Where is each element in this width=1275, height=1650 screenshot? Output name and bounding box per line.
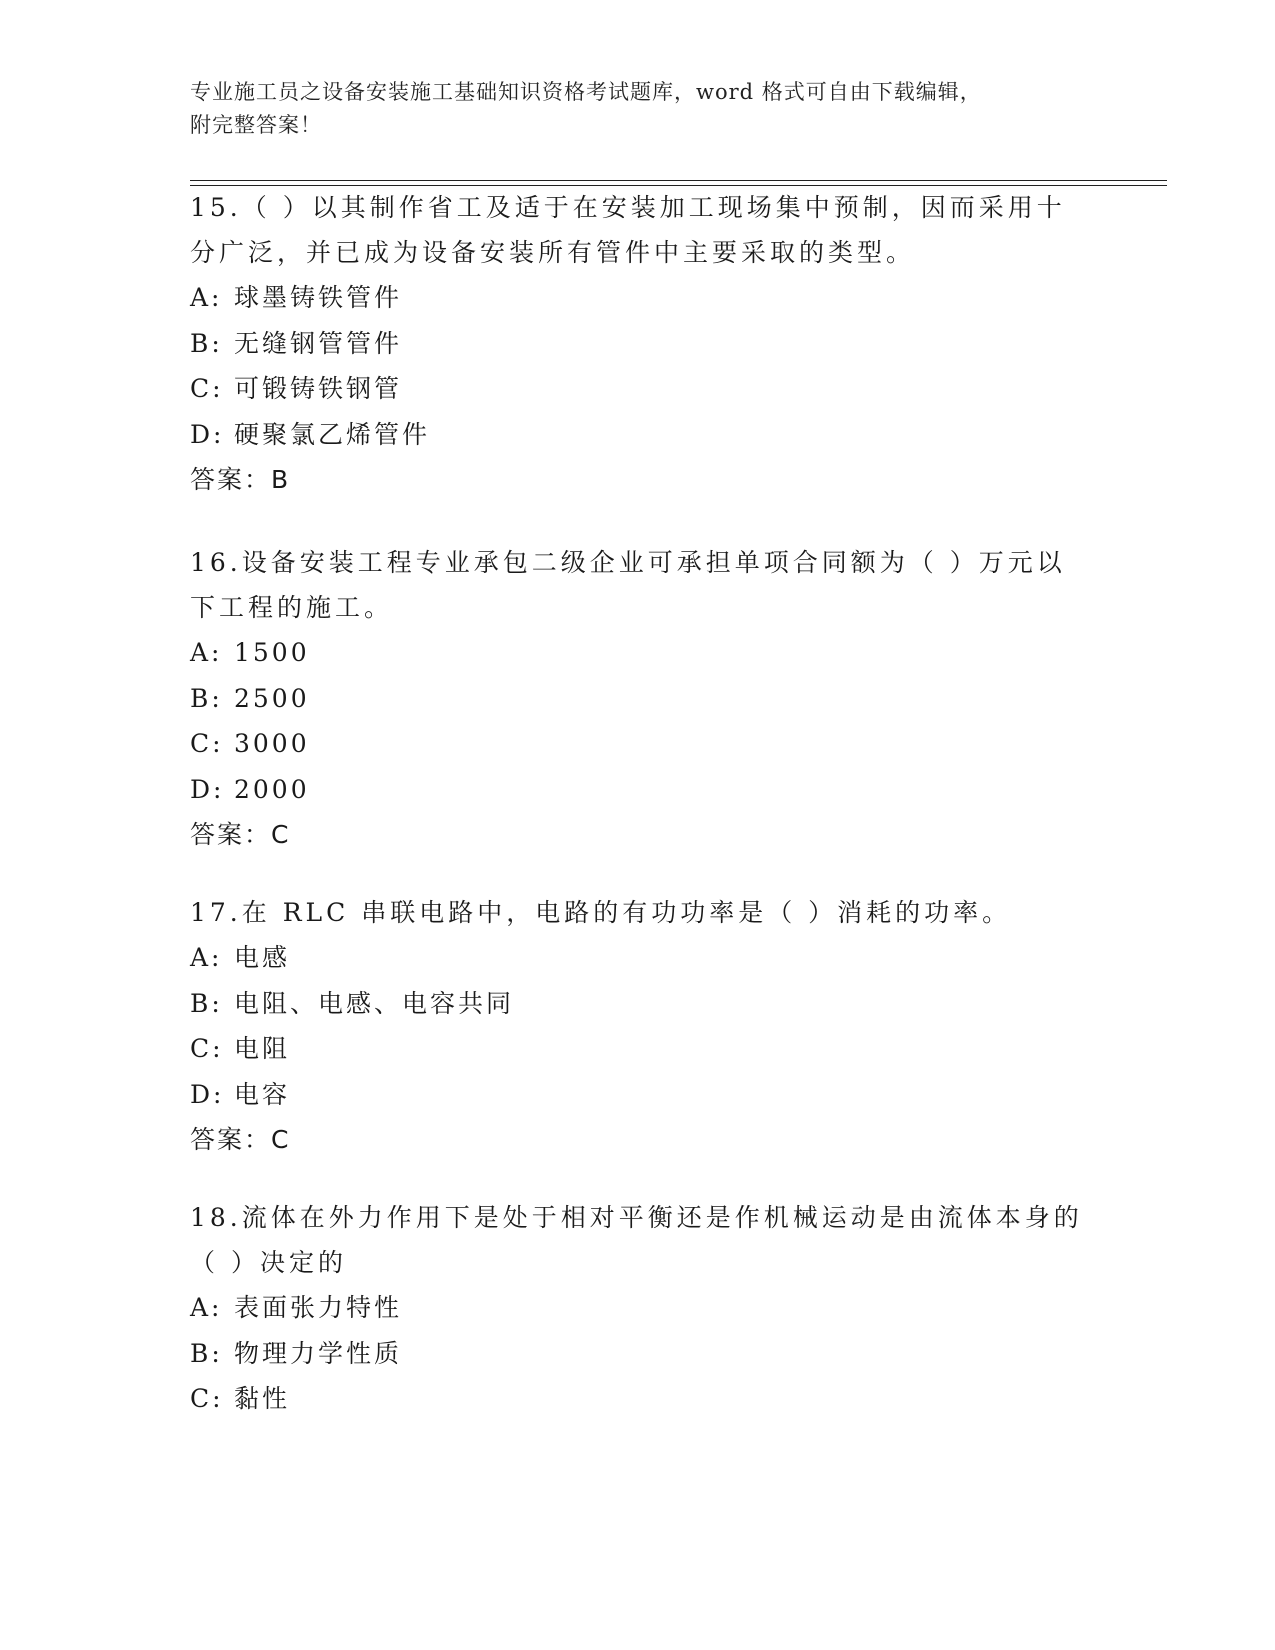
question-17 [190, 890, 1090, 1163]
question-18 [190, 1195, 1090, 1422]
option-c [190, 1026, 1090, 1072]
answer-line: 答案：B [190, 465, 291, 494]
option-text: 电阻 [234, 1034, 291, 1063]
option-text: 黏性 [234, 1384, 291, 1413]
option-text: 硬聚氯乙烯管件 [234, 419, 431, 449]
option-c [190, 721, 1090, 767]
option-a [190, 630, 1090, 676]
option-c [190, 366, 1090, 412]
option-a [190, 935, 1090, 981]
option-text: 2000 [234, 774, 310, 804]
option-d [190, 1072, 1090, 1118]
option-key: C: [190, 1384, 224, 1413]
option-text: 可锻铸铁钢管 [234, 374, 403, 403]
option-b [190, 1331, 1090, 1377]
option-text: 3000 [234, 729, 310, 758]
question-stem: 18.流体在外力作用下是处于相对平衡还是作机械运动是由流体本身的（ ）决定的 [190, 1203, 1083, 1277]
option-key: C: [190, 729, 224, 758]
option-text: 无缝钢管管件 [234, 328, 403, 358]
question-15 [190, 185, 1090, 503]
option-text: 电阻、电感、电容共同 [234, 988, 515, 1018]
option-c [190, 1376, 1090, 1422]
header-divider-top [190, 180, 1167, 181]
header-line-1: 专业施工员之设备安装施工基础知识资格考试题库，word 格式可自由下载编辑， [190, 80, 982, 104]
option-key: B: [190, 683, 223, 713]
answer-line: 答案：C [190, 1125, 291, 1154]
option-key: A: [190, 943, 223, 972]
document-header [190, 76, 1090, 142]
option-b [190, 981, 1090, 1027]
option-key: B: [190, 1338, 223, 1368]
option-text: 1500 [234, 638, 310, 667]
option-key: C: [190, 1034, 224, 1063]
option-key: D: [190, 1079, 225, 1109]
question-16 [190, 540, 1090, 858]
option-a [190, 275, 1090, 321]
option-d [190, 767, 1090, 813]
option-text: 球墨铸铁管件 [234, 283, 403, 312]
option-key: A: [190, 638, 223, 667]
option-text: 电感 [234, 943, 291, 972]
option-key: D: [190, 774, 225, 804]
option-key: A: [190, 283, 223, 312]
option-key: B: [190, 328, 223, 358]
option-a [190, 1285, 1090, 1331]
question-stem: 17.在 RLC 串联电路中，电路的有功功率是（ ）消耗的功率。 [190, 898, 1012, 927]
option-key: A: [190, 1293, 223, 1322]
option-d [190, 412, 1090, 458]
option-b [190, 321, 1090, 367]
option-key: D: [190, 419, 225, 449]
option-text: 物理力学性质 [234, 1338, 403, 1368]
option-text: 电容 [234, 1079, 291, 1109]
option-text: 2500 [234, 683, 310, 713]
answer-line: 答案：C [190, 820, 291, 849]
option-text: 表面张力特性 [234, 1293, 403, 1322]
question-stem: 16.设备安装工程专业承包二级企业可承担单项合同额为（ ）万元以下工程的施工。 [190, 548, 1066, 622]
option-b [190, 676, 1090, 722]
option-key: B: [190, 988, 223, 1018]
option-key: C: [190, 374, 224, 403]
question-stem: 15.（ ）以其制作省工及适于在安装加工现场集中预制，因而采用十分广泛，并已成为设备安装所有管件中主要采取的类型。 [190, 193, 1066, 267]
header-line-2: 附完整答案！ [190, 113, 322, 137]
